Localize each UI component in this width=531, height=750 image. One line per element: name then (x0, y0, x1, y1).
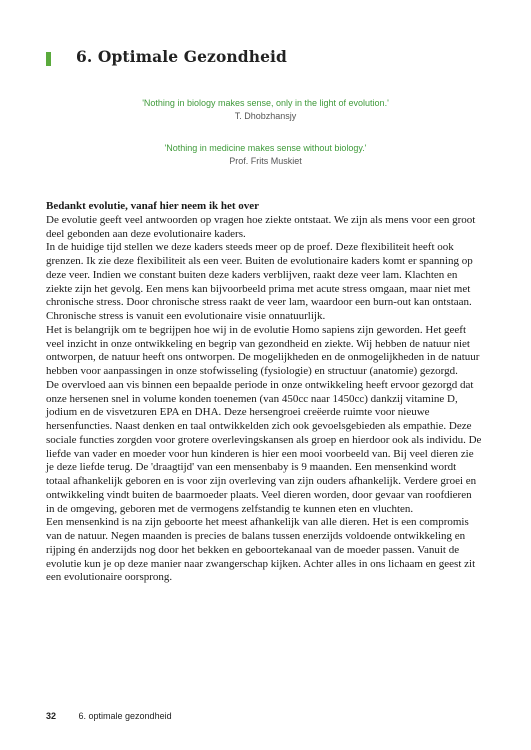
epigraph-quote (0, 142, 531, 168)
paragraph: De evolutie geeft veel antwoorden op vragen hoe ziekte ontstaat. We zijn als mens voor een groot deel gebonden aan deze evolutionaire kaders. (46, 213, 476, 240)
running-title: 6. optimale gezondheid (78, 711, 172, 721)
epigraph-quote (0, 97, 531, 123)
section-heading: Bedankt evolutie, vanaf hier neem ik het over (46, 200, 260, 212)
quote-author: T. Dhobzhansjy (234, 111, 297, 121)
page-footer (46, 711, 172, 721)
paragraph: De overvloed aan vis binnen een bepaalde periode in onze ontwikkeling heeft ervoor gezorgd dat onze hersenen snel in volume konden toenemen (van 450cc naar 1450cc) dankzij vitamine D, jodium en de visvetzuren EPA en DHA. Deze hersengroei creëerde ruimte voor nieuwe hersenfuncties. Naast denken en taal ontwikkelden zich ook gevoelsgebieden als empathie. Deze sociale functies zorgden voor grotere overlevingskansen als groep en hierdoor ook als individu. De liefde van vader en moeder voor hun kinderen is hier een mooi voorbeeld van. Bij veel dieren zie je deze liefde terug. De 'draagtijd' van een mensenbaby is 9 maanden. Een mensenkind wordt totaal afhankelijk geboren en is voor zijn overleving van zijn ouders afhankelijk. Verdere groei en ontwikkeling vindt buiten de baarmoeder plaats. Veel dieren worden, door gevaar van roofdieren in de omgeving, geboren met de vermogens zelfstandig te kunnen eten en vluchten. (46, 378, 482, 515)
chapter-title: 6. Optimale Gezondheid (76, 47, 287, 66)
quote-author: Prof. Frits Muskiet (229, 156, 302, 166)
body-text (46, 200, 482, 585)
paragraph: Een mensenkind is na zijn geboorte het meest afhankelijk van alle dieren. Het is een compromis van de natuur. Negen maanden is precies de balans tussen enerzijds voldoende ontwikkeling en rijping én anderzijds nog door het bekken en geboortekanaal van de moeder passen. Vanuit de evolutie kun je op deze manier naar zwangerschap kijken. Achter alles in ons lichaam en geest zit een evolutionaire oorsprong. (46, 516, 476, 584)
quote-text: 'Nothing in biology makes sense, only in the light of evolution.' (142, 98, 389, 108)
page-number: 32 (46, 711, 57, 721)
quote-text: 'Nothing in medicine makes sense without biology.' (164, 143, 367, 153)
paragraph: In de huidige tijd stellen we deze kaders steeds meer op de proef. Deze flexibiliteit heeft ook grenzen. Ik zie deze flexibiliteit als een veer. Buiten de evolutionaire kaders komt er spanning op deze veer. Indien we constant buiten deze kaders verblijven, raakt deze veer lam. Klachten en ziekte zijn het gevolg. Een mens kan bijvoorbeeld prima met acute stress omgaan, maar niet met chronische stress. Door chronische stress raakt de veer lam, waardoor een burn-out kan ontstaan. Chronische stress is vanuit een evolutionaire visie onnatuurlijk. (46, 241, 473, 322)
chapter-marker (46, 52, 51, 66)
paragraph: Het is belangrijk om te begrijpen hoe wij in de evolutie Homo sapiens zijn geworden. Het geeft veel inzicht in onze ontwikkeling en begrip van gezondheid en ziekte. Wij hebben de natuur niet ontworpen, de natuur heeft ons ontworpen. De mogelijkheden en de onmogelijkheden in de natuur hebben voor aanpassingen in onze stofwisseling (fysiologie) en structuur (anatomie) gezorgd. (46, 323, 480, 377)
